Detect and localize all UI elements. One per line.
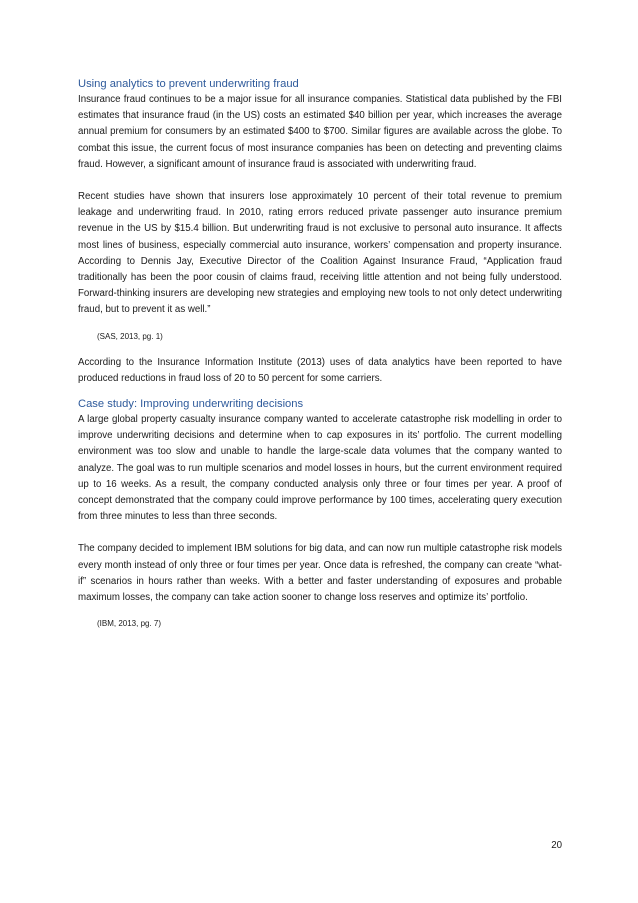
page-number: 20 [551, 840, 562, 851]
paragraph-insurance-fraud-intro: Insurance fraud continues to be a major issue for all insurance companies. Statistical data published by the FBI estimates that insurance fraud (in the US) costs an estimated $40 billion per year, which increases the average annual premium for consumers by an estimated $400 to $700. Similar figures are available across the globe. To combat this issue, the current focus of most insurance companies has been on detecting and preventing claims fraud. However, a significant amount of insurance fraud is associated with underwriting fraud. [78, 94, 562, 170]
paragraph-iii-statistics: According to the Insurance Information Institute (2013) uses of data analytics have been reported to have produced reductions in fraud loss of 20 to 50 percent for some carriers. [78, 356, 562, 384]
paragraph-ibm-solution: The company decided to implement IBM solutions for big data, and can now run multiple catastrophe risk models every month instead of only three or four times per year. Once data is refreshed, the company can create “what-if” scenarios in hours rather than weeks. With a better and faster understanding of exposures and probable maximum losses, the company can take action sooner to change loss reserves and optimize its’ portfolio. [78, 543, 562, 604]
paragraph-spacer [78, 319, 562, 331]
document-page [78, 76, 562, 630]
citation-sas: (SAS, 2013, pg. 1) [97, 331, 163, 341]
section-spacer [78, 387, 562, 396]
citation-ibm: (IBM, 2013, pg. 7) [97, 619, 162, 629]
paragraph-case-study-intro: A large global property casualty insurance company wanted to accelerate catastrophe risk modelling in order to improve underwriting decisions and determine when to cap exposures in its’ portfolio. The current modelling environment was too slow and unable to handle the large-scale data volumes that the company wanted to analyze. The goal was to run multiple scenarios and model losses in hours, but the current environment required up to 16 weeks. As a result, the company conducted analysis only three or four times per year. A proof of concept demonstrated that the company could improve performance by 100 times, accelerating query execution from three minutes to less than three seconds. [78, 414, 562, 523]
paragraph-spacer [78, 525, 562, 541]
paragraph-spacer [78, 173, 562, 189]
section-heading-underwriting-fraud: Using analytics to prevent underwriting fraud [78, 78, 299, 90]
paragraph-spacer [78, 606, 562, 618]
paragraph-spacer [78, 343, 562, 355]
paragraph-recent-studies: Recent studies have shown that insurers lose approximately 10 percent of their total revenue to premium leakage and underwriting fraud. In 2010, rating errors reduced private passenger auto insurance premium revenue in the US by $15.4 billion. But underwriting fraud is not exclusive to personal auto insurance. It affects most lines of business, especially commercial auto insurance, workers’ compensation and property insurance. According to Dennis Jay, Executive Director of the Coalition Against Insurance Fraud, “Application fraud traditionally has been the poor cousin of claims fraud, receiving little attention and not being fully understood. Forward-thinking insurers are developing new strategies and employing new tools to not only detect underwriting fraud, but to prevent it as well.” [78, 191, 562, 316]
section-heading-case-study: Case study: Improving underwriting decisions [78, 398, 304, 411]
